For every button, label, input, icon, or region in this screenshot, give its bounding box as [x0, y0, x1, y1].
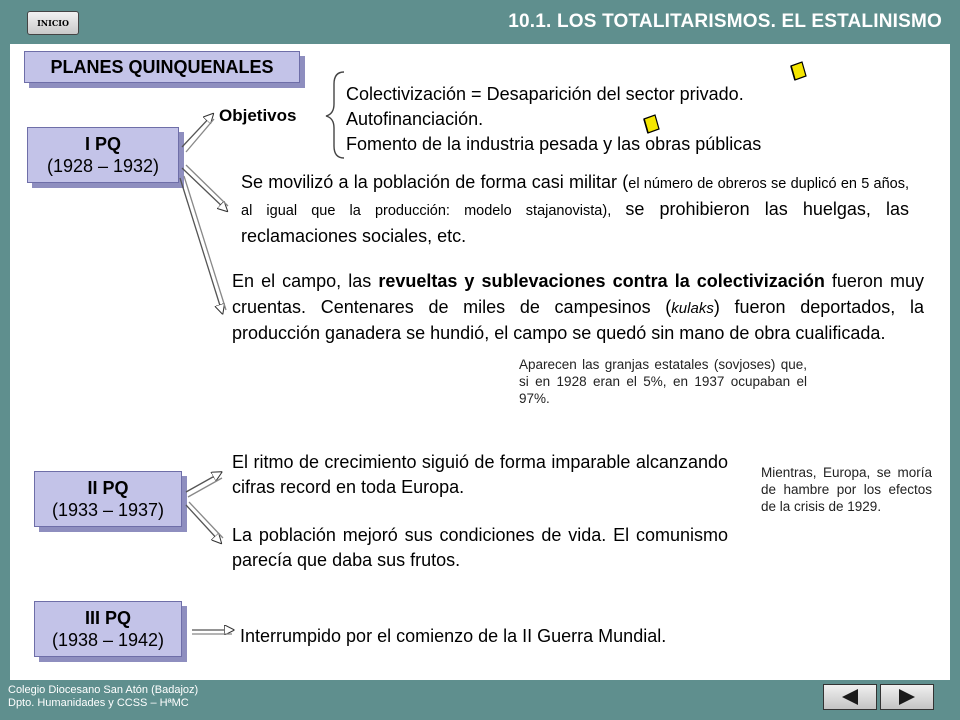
- countryside-italic: kulaks: [671, 299, 714, 317]
- plan-3-years: (1938 – 1942): [51, 630, 165, 650]
- plan-1-box[interactable]: [27, 127, 179, 183]
- plan-1-name: I PQ: [84, 134, 121, 154]
- growth-text: El ritmo de crecimiento siguió de forma imparable alcanzando cifras record en toda Europa.: [232, 452, 728, 497]
- objectives-label: Objetivos: [219, 106, 297, 125]
- countryside-part: En el campo, las: [232, 271, 379, 291]
- countryside-part: ) fueron deportados, la producción ganadera se hundió, el campo se quedó sin mano de obra cualificada.: [232, 296, 924, 343]
- plan-3-box[interactable]: [34, 601, 182, 657]
- plan-2-name: II PQ: [87, 478, 129, 498]
- next-slide-button[interactable]: [880, 684, 934, 710]
- frame-left: [0, 0, 10, 720]
- section-title: PLANES QUINQUENALES: [24, 51, 300, 83]
- objectives-list: [346, 82, 761, 157]
- countryside-text: [232, 269, 924, 347]
- note-icon[interactable]: [641, 113, 661, 135]
- page-title: 10.1. LOS TOTALITARISMOS. EL ESTALINISMO: [508, 11, 942, 32]
- mobilization-part: se prohibieron las huelgas, las reclamaciones sociales, etc.: [241, 199, 910, 246]
- population-text: La población mejoró sus condiciones de vida. El comunismo parecía que daba sus frutos.: [232, 525, 728, 570]
- mobilization-part: Se movilizó a la población de forma casi militar (: [241, 172, 629, 192]
- countryside-bold: revueltas y sublevaciones contra la colectivización: [378, 271, 825, 291]
- frame-right: [950, 0, 960, 720]
- triangle-right-icon: [881, 685, 933, 709]
- objective-item: Autofinanciación.: [346, 109, 484, 129]
- plan-3-name: III PQ: [84, 608, 131, 628]
- mobilization-text: [241, 170, 909, 249]
- note-icon[interactable]: [788, 60, 808, 82]
- footer-credits: [8, 684, 198, 710]
- mobilization-detail: el número de obreros se duplicó en 5 años, al igual que la producción: modelo stajanovista: [241, 176, 910, 219]
- objective-item: Colectivización = Desaparición del sector privado.: [346, 84, 744, 104]
- interrupted-text: Interrumpido por el comienzo de la II Guerra Mundial.: [240, 626, 667, 646]
- plan-2-years: (1933 – 1937): [51, 500, 165, 520]
- europe-note: Mientras, Europa, se moría de hambre por los efectos de la crisis de 1929.: [761, 465, 932, 514]
- objective-item: Fomento de la industria pesada y las obras públicas: [346, 134, 762, 154]
- countryside-part: fueron muy cruentas. Centenares de miles de campesinos (: [232, 271, 924, 317]
- plan-1-years: (1928 – 1932): [46, 156, 160, 176]
- plan-2-box[interactable]: [34, 471, 182, 527]
- footer-line: Colegio Diocesano San Atón (Badajoz): [8, 684, 199, 696]
- sovjoses-note: Aparecen las granjas estatales (sovjoses) que, si en 1928 eran el 5%, en 1937 ocupaban el 97%.: [519, 357, 807, 406]
- home-button[interactable]: INICIO: [27, 11, 79, 35]
- mobilization-part: ),: [602, 203, 626, 219]
- footer-line: Dpto. Humanidades y CCSS – HªMC: [8, 697, 189, 709]
- previous-slide-button[interactable]: [823, 684, 877, 710]
- triangle-left-icon: [824, 685, 876, 709]
